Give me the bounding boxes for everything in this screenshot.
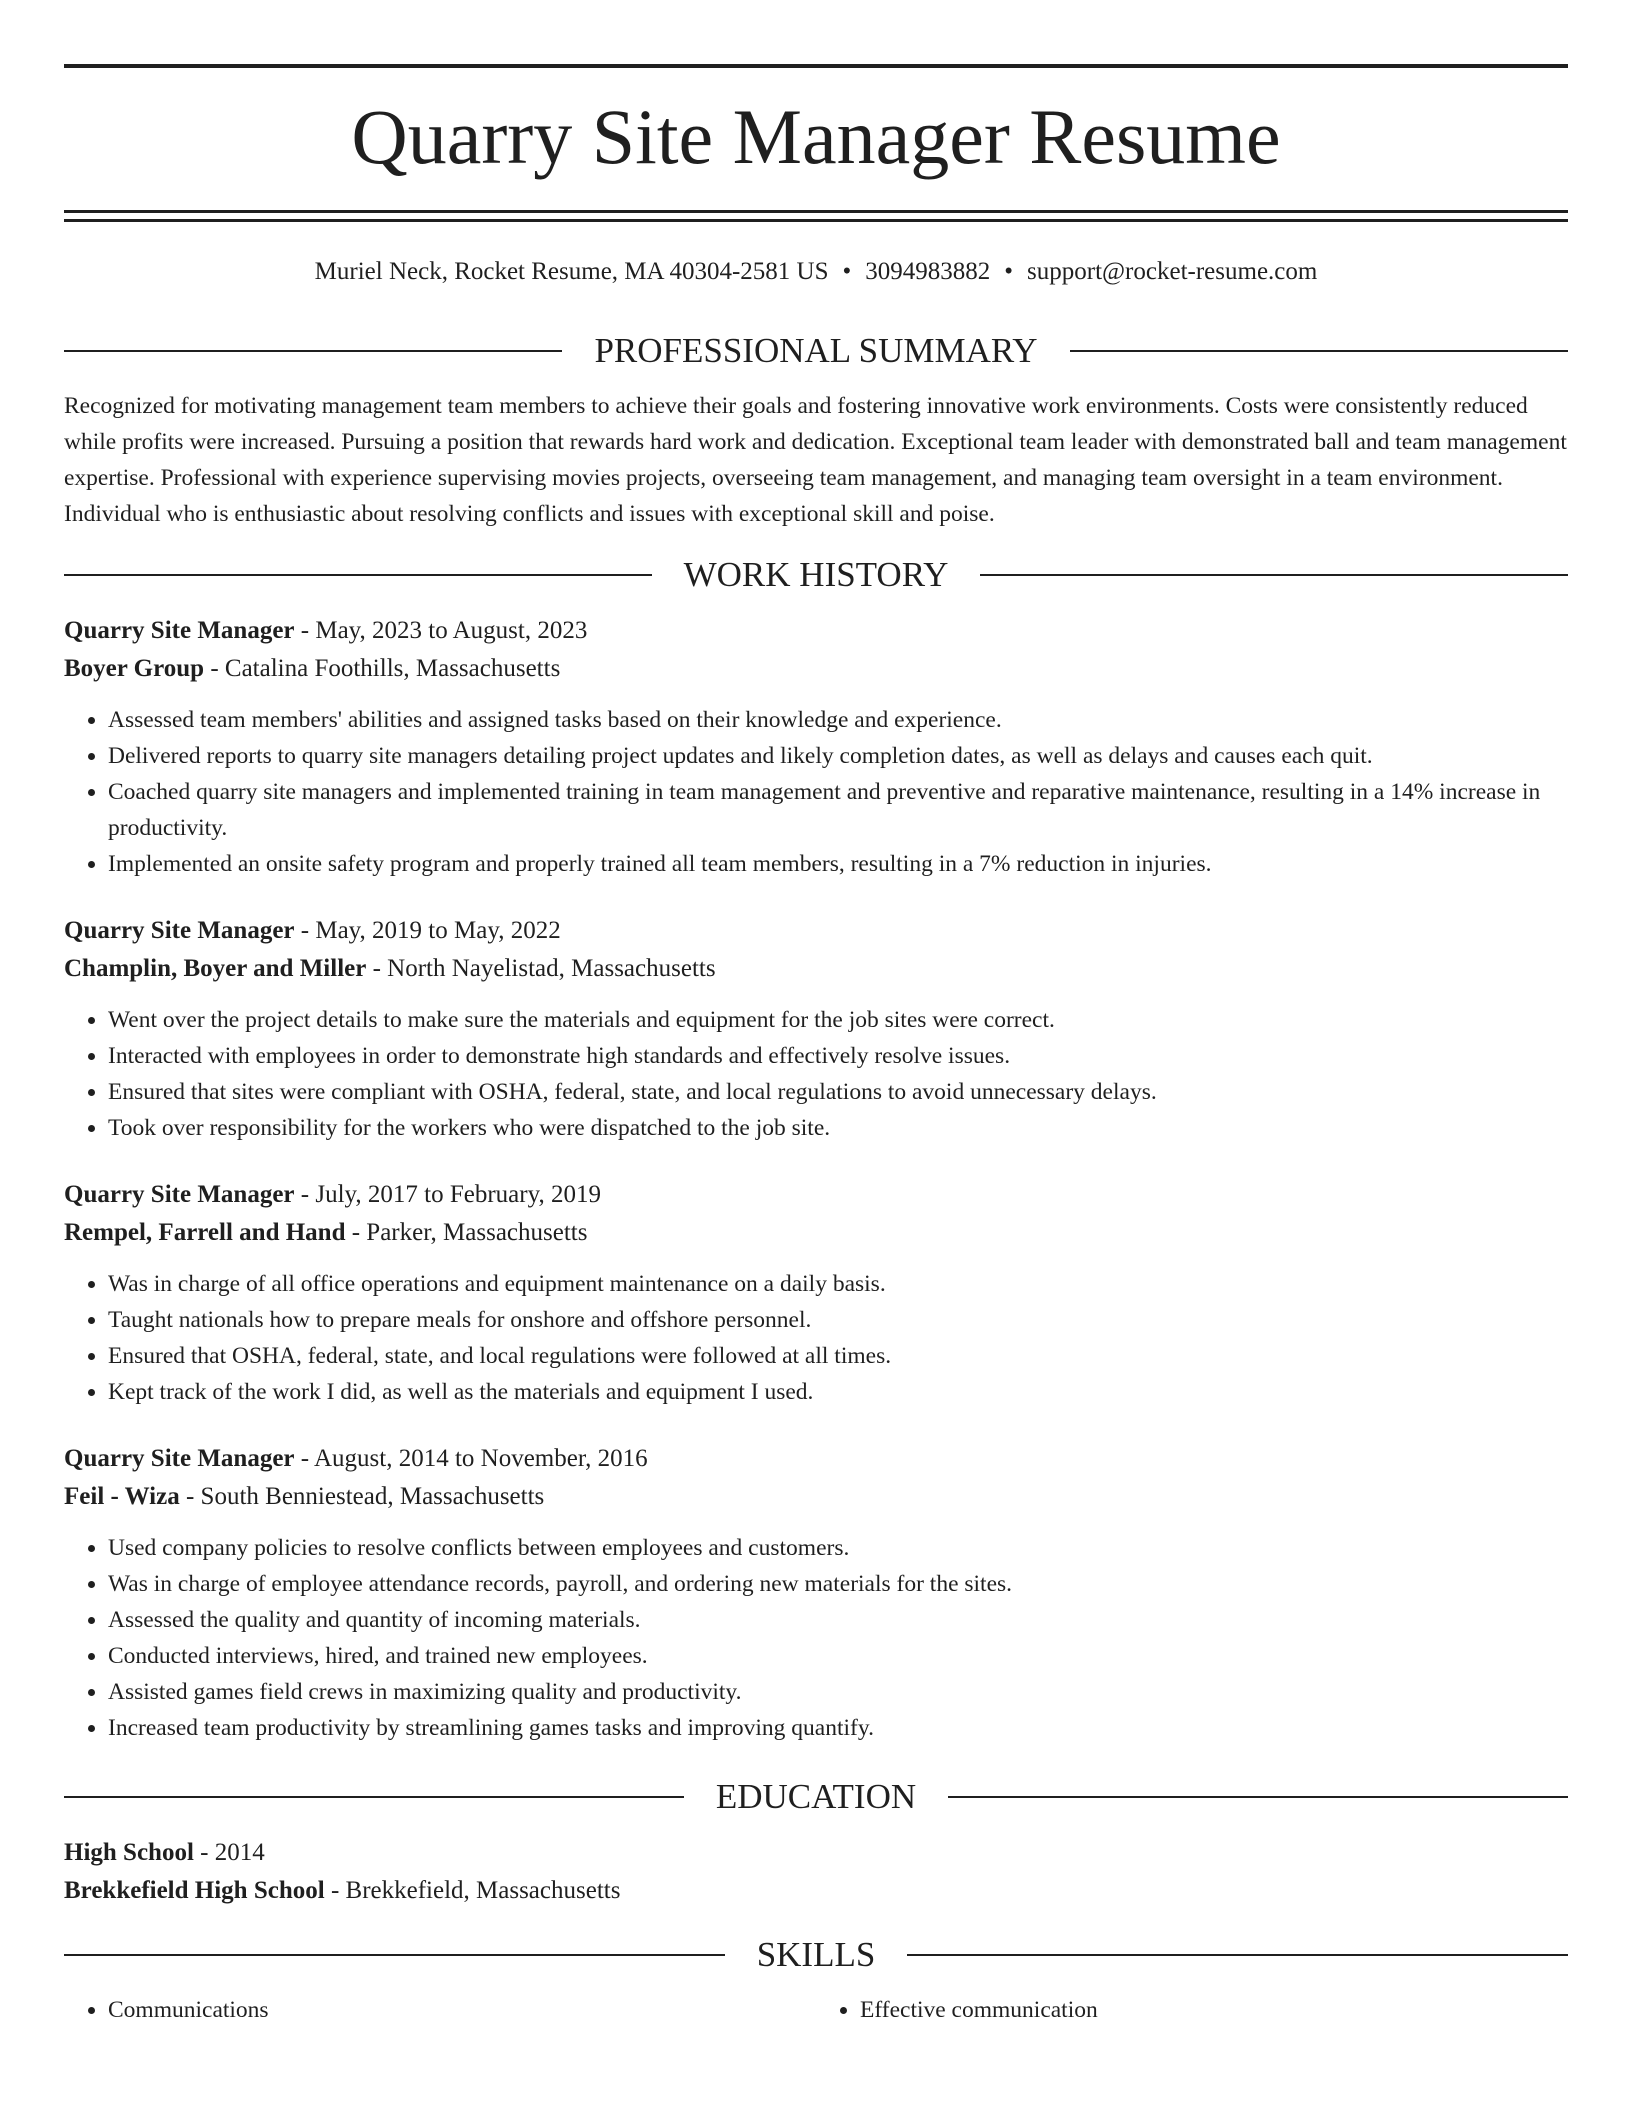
job-title-line	[64, 612, 1568, 650]
list-item: • Taught nationals how to prepare meals for onshore and offshore personnel.	[108, 1302, 1568, 1338]
job-dates: - May, 2023 to August, 2023	[294, 617, 588, 644]
list-item: • Implemented an onsite safety program and properly trained all team members, resulting in a 7% reduction in injuries.	[108, 846, 1568, 882]
top-rule	[64, 64, 1568, 68]
skills-heading	[64, 1934, 1568, 1976]
job-title: Quarry Site Manager	[64, 617, 295, 644]
list-item: • Assisted games field crews in maximizing quality and productivity.	[108, 1674, 1568, 1710]
contact-separator: •	[842, 258, 852, 285]
work-heading-label: WORK HISTORY	[683, 555, 949, 594]
job-entry	[64, 1176, 1568, 1410]
skills-grid	[64, 1992, 1568, 2028]
heading-rule-right	[907, 1954, 1568, 1956]
education-degree-line	[64, 1834, 1568, 1872]
list-item: • Went over the project details to make sure the materials and equipment for the job sites were correct.	[108, 1002, 1568, 1038]
heading-rule-left	[64, 350, 562, 352]
heading-rule-left	[64, 574, 652, 576]
job-dates: - May, 2019 to May, 2022	[294, 917, 561, 944]
job-bullets	[64, 1002, 1568, 1146]
job-location: - Catalina Foothills, Massachusetts	[204, 655, 561, 682]
list-item: • Assessed team members' abilities and assigned tasks based on their knowledge and experience.	[108, 702, 1568, 738]
job-entry	[64, 912, 1568, 1146]
heading-rule-left	[64, 1954, 725, 1956]
job-title-line	[64, 912, 1568, 950]
skills-column-left	[64, 1992, 816, 2028]
education-school: Brekkefield High School	[64, 1877, 325, 1904]
contact-address: Muriel Neck, Rocket Resume, MA 40304-2581 US	[314, 258, 829, 285]
skill-item: • Communications	[108, 1992, 816, 2028]
list-item: • Used company policies to resolve conflicts between employees and customers.	[108, 1530, 1568, 1566]
job-company-line	[64, 1214, 1568, 1252]
education-degree: High School	[64, 1839, 194, 1866]
list-item: • Kept track of the work I did, as well as the materials and equipment I used.	[108, 1374, 1568, 1410]
contact-phone: 3094983882	[865, 258, 991, 285]
skill-item: • Effective communication	[860, 1992, 1568, 2028]
job-dates: - August, 2014 to November, 2016	[294, 1445, 648, 1472]
job-company-line	[64, 650, 1568, 688]
job-bullets	[64, 702, 1568, 882]
job-title: Quarry Site Manager	[64, 1181, 295, 1208]
job-bullets	[64, 1530, 1568, 1746]
list-item: • Took over responsibility for the workers who were dispatched to the job site.	[108, 1110, 1568, 1146]
job-company: Boyer Group	[64, 655, 205, 682]
education-school-line	[64, 1872, 1568, 1910]
work-heading	[64, 554, 1568, 596]
education-entry	[64, 1834, 1568, 1910]
list-item: • Ensured that sites were compliant with OSHA, federal, state, and local regulations to avoid unnecessary delays.	[108, 1074, 1568, 1110]
job-location: - North Nayelistad, Massachusetts	[366, 955, 716, 982]
job-entry	[64, 612, 1568, 882]
summary-text: Recognized for motivating management team members to achieve their goals and fostering innovative work environments. Costs were consistently reduced while profits were increased. Pursuing a position that rewards hard work and dedication. Exceptional team leader with demonstrated ball and team management expertise. Professional with experience supervising movies projects, overseeing team management, and managing team oversight in a team environment. Individual who is enthusiastic about resolving conflicts and issues with exceptional skill and poise.	[64, 393, 1567, 527]
job-company-line	[64, 1478, 1568, 1516]
education-heading	[64, 1776, 1568, 1818]
list-item: • Was in charge of employee attendance records, payroll, and ordering new materials for the sites.	[108, 1566, 1568, 1602]
education-location: - Brekkefield, Massachusetts	[324, 1877, 621, 1904]
contact-line	[64, 258, 1568, 286]
contact-email: support@rocket-resume.com	[1027, 258, 1318, 285]
title-double-rule	[64, 210, 1568, 222]
list-item: • Assessed the quality and quantity of incoming materials.	[108, 1602, 1568, 1638]
list-item: • Increased team productivity by streamlining games tasks and improving quantify.	[108, 1710, 1568, 1746]
contact-separator: •	[1004, 258, 1014, 285]
education-year: - 2014	[193, 1839, 265, 1866]
job-company: Rempel, Farrell and Hand	[64, 1219, 346, 1246]
job-location: - Parker, Massachusetts	[345, 1219, 588, 1246]
job-title-line	[64, 1176, 1568, 1214]
list-item: • Ensured that OSHA, federal, state, and local regulations were followed at all times.	[108, 1338, 1568, 1374]
skills-heading-label: SKILLS	[756, 1935, 876, 1974]
job-title: Quarry Site Manager	[64, 917, 295, 944]
skills-column-right	[816, 1992, 1568, 2028]
list-item: • Was in charge of all office operations and equipment maintenance on a daily basis.	[108, 1266, 1568, 1302]
job-dates: - July, 2017 to February, 2019	[294, 1181, 601, 1208]
job-title: Quarry Site Manager	[64, 1445, 295, 1472]
job-company-line	[64, 950, 1568, 988]
heading-rule-right	[948, 1796, 1568, 1798]
list-item: • Coached quarry site managers and implemented training in team management and preventive and reparative maintenance, resulting in a 14% increase in productivity.	[108, 774, 1568, 846]
heading-rule-left	[64, 1796, 684, 1798]
summary-heading	[64, 330, 1568, 372]
list-item: • Delivered reports to quarry site managers detailing project updates and likely completion dates, as well as delays and causes each quit.	[108, 738, 1568, 774]
job-title-line	[64, 1440, 1568, 1478]
heading-rule-right	[980, 574, 1568, 576]
page-title: Quarry Site Manager Resume	[351, 93, 1281, 180]
job-entry	[64, 1440, 1568, 1746]
education-heading-label: EDUCATION	[715, 1777, 917, 1816]
heading-rule-right	[1070, 350, 1568, 352]
summary-heading-label: PROFESSIONAL SUMMARY	[594, 331, 1038, 370]
job-location: - South Benniestead, Massachusetts	[179, 1483, 545, 1510]
job-company: Feil - Wiza	[64, 1483, 180, 1510]
job-bullets	[64, 1266, 1568, 1410]
job-company: Champlin, Boyer and Miller	[64, 955, 367, 982]
list-item: • Interacted with employees in order to demonstrate high standards and effectively resolve issues.	[108, 1038, 1568, 1074]
list-item: • Conducted interviews, hired, and trained new employees.	[108, 1638, 1568, 1674]
